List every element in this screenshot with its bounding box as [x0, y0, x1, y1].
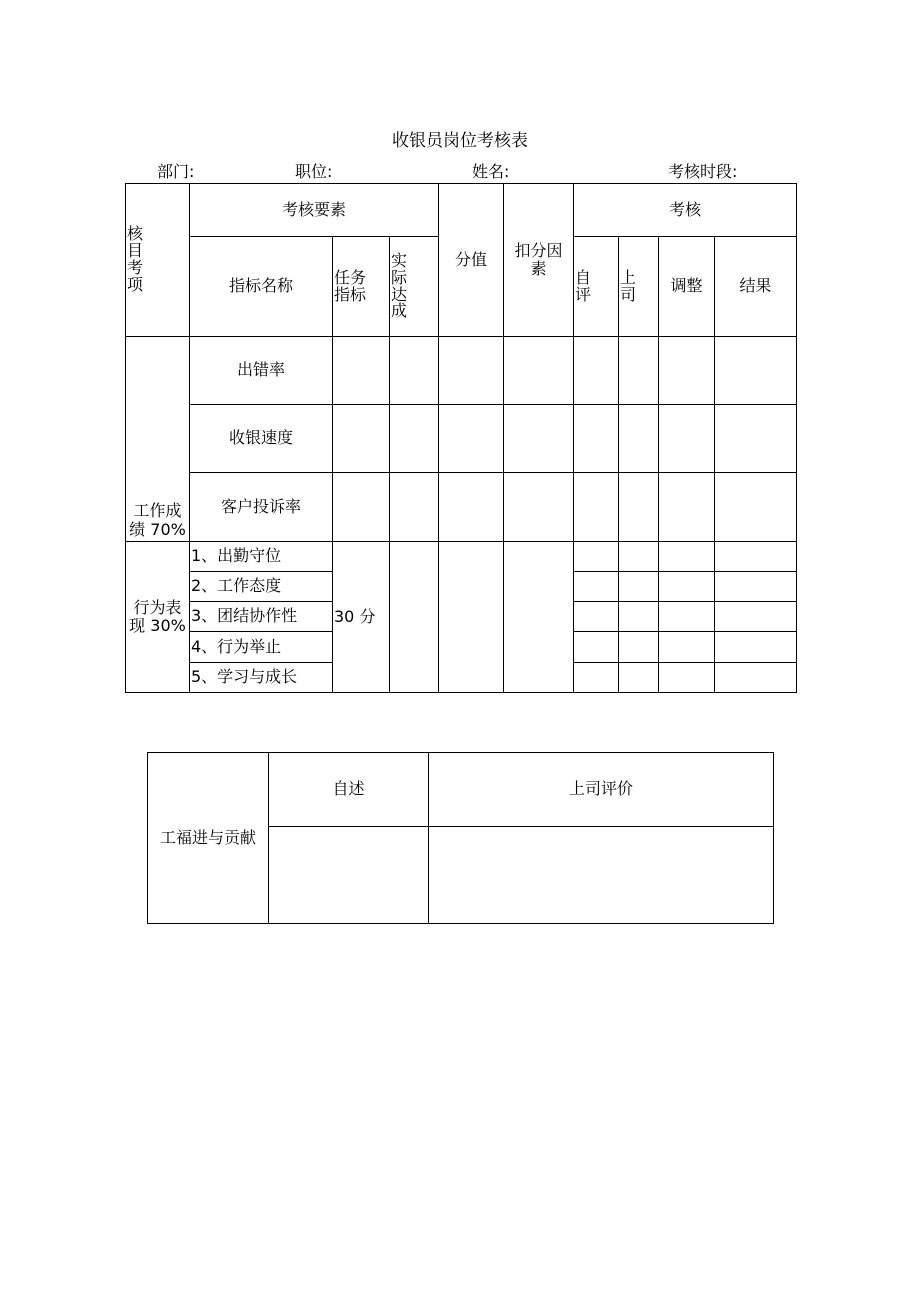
cell[interactable] [574, 542, 619, 572]
col-actual-header: 实 际 达 成 [390, 237, 439, 337]
self-statement-cell[interactable] [269, 827, 429, 924]
cell[interactable] [439, 473, 504, 542]
col-result-header: 结果 [715, 237, 797, 337]
cell[interactable] [619, 473, 659, 542]
cell[interactable] [333, 473, 390, 542]
cell[interactable] [659, 405, 715, 473]
cell[interactable] [333, 405, 390, 473]
cell[interactable] [504, 542, 574, 693]
contribution-table [147, 752, 774, 924]
page-title: 收银员岗位考核表 [392, 131, 528, 151]
cell[interactable] [715, 337, 797, 405]
cell[interactable] [574, 602, 619, 632]
cell[interactable] [390, 337, 439, 405]
behavior-item: 3、团结协作性 [190, 602, 333, 632]
cell[interactable] [619, 542, 659, 572]
indicator-complaint-rate: 客户投诉率 [190, 473, 333, 542]
col-self-header: 自 评 [574, 237, 619, 337]
cell[interactable] [659, 473, 715, 542]
cell[interactable] [619, 632, 659, 663]
col-indicator-name-header: 指标名称 [190, 237, 333, 337]
col-elements-header: 考核要素 [190, 184, 439, 237]
cell[interactable] [574, 405, 619, 473]
behavior-item: 1、出勤守位 [190, 542, 333, 572]
cell[interactable] [659, 337, 715, 405]
cell[interactable] [439, 337, 504, 405]
cell[interactable] [659, 663, 715, 693]
cell[interactable] [439, 542, 504, 693]
boss-evaluation-cell[interactable] [429, 827, 774, 924]
col-assess-header: 考核 [574, 184, 797, 237]
group2-label: 行为表 现 30% [126, 542, 190, 693]
name-label: 姓名: [472, 162, 510, 181]
position-label: 职位: [295, 162, 333, 181]
group1-label: 工作成 绩 70% [126, 337, 190, 542]
cell[interactable] [659, 602, 715, 632]
assessment-table [125, 183, 797, 693]
cell[interactable] [619, 405, 659, 473]
cell[interactable] [390, 473, 439, 542]
cell[interactable] [659, 542, 715, 572]
self-statement-header: 自述 [269, 753, 429, 827]
cell[interactable] [715, 473, 797, 542]
cell[interactable] [439, 405, 504, 473]
cell[interactable] [715, 572, 797, 602]
col-deduct-header: 扣分因 素 [504, 184, 574, 337]
cell[interactable] [715, 602, 797, 632]
col-task-header: 任务 指标 [333, 237, 390, 337]
boss-evaluation-header: 上司评价 [429, 753, 774, 827]
cell[interactable] [504, 405, 574, 473]
col-adjust-header: 调整 [659, 237, 715, 337]
dept-label: 部门: [157, 162, 195, 181]
col-score-header: 分值 [439, 184, 504, 337]
cell[interactable] [504, 337, 574, 405]
cell[interactable] [619, 602, 659, 632]
col-item-header: 核 目 考 项 [126, 184, 190, 337]
cell[interactable] [390, 405, 439, 473]
cell[interactable] [574, 572, 619, 602]
cell[interactable] [715, 632, 797, 663]
cell[interactable] [619, 337, 659, 405]
cell[interactable] [619, 663, 659, 693]
group2-task: 30 分 [333, 542, 390, 693]
cell[interactable] [715, 663, 797, 693]
cell[interactable] [574, 337, 619, 405]
cell[interactable] [715, 405, 797, 473]
cell[interactable] [715, 542, 797, 572]
cell[interactable] [574, 663, 619, 693]
cell[interactable] [333, 337, 390, 405]
indicator-cashier-speed: 收银速度 [190, 405, 333, 473]
period-label: 考核时段: [668, 162, 738, 181]
indicator-error-rate: 出错率 [190, 337, 333, 405]
cell[interactable] [659, 572, 715, 602]
contribution-label: 工福进与贡献 [148, 753, 269, 924]
cell[interactable] [504, 473, 574, 542]
cell[interactable] [574, 632, 619, 663]
behavior-item: 4、行为举止 [190, 632, 333, 663]
cell[interactable] [574, 473, 619, 542]
col-boss-header: 上 司 [619, 237, 659, 337]
behavior-item: 5、学习与成长 [190, 663, 333, 693]
cell[interactable] [390, 542, 439, 693]
cell[interactable] [659, 632, 715, 663]
cell[interactable] [619, 572, 659, 602]
behavior-item: 2、工作态度 [190, 572, 333, 602]
